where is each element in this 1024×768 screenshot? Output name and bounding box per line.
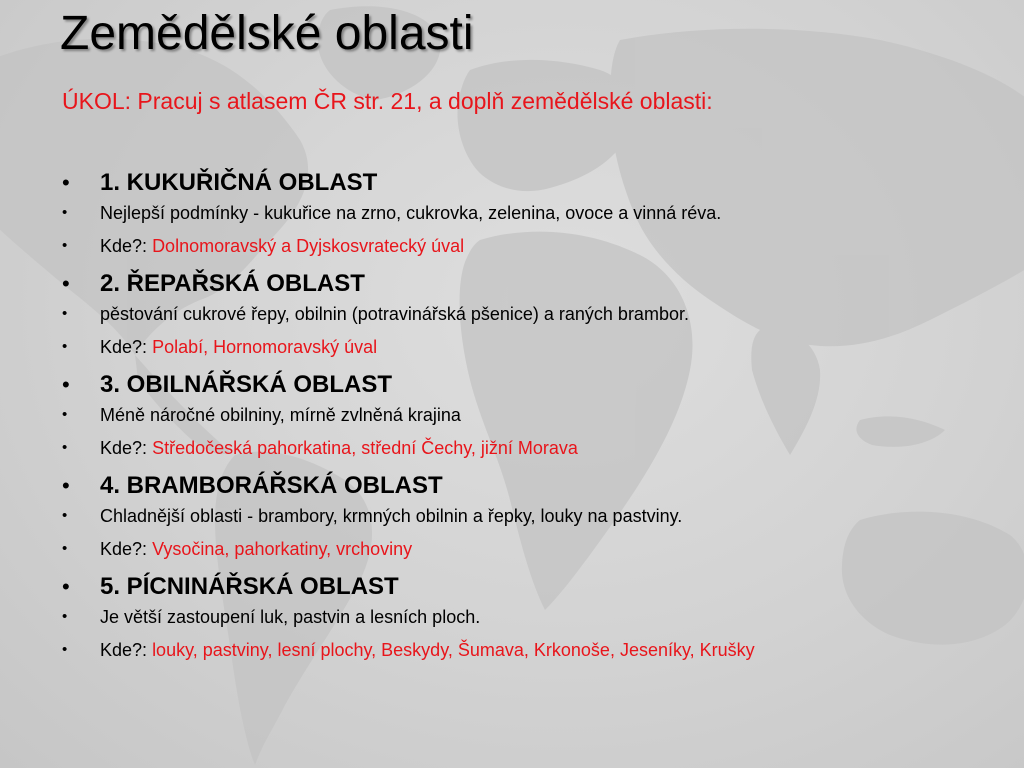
- bullet-marker: •: [62, 540, 68, 557]
- bullet-marker: •: [62, 439, 68, 456]
- bullet-marker: •: [62, 641, 68, 658]
- area-heading-4: [62, 469, 755, 503]
- area-heading-3: [62, 368, 755, 402]
- area-heading-text: 2. ŘEPAŘSKÁ OBLAST: [100, 270, 365, 297]
- bullet-marker: •: [62, 237, 68, 254]
- area-location-answer: Vysočina, pahorkatiny, vrchoviny: [152, 539, 413, 559]
- area-description-5: [62, 605, 755, 629]
- area-location-1: [62, 234, 755, 258]
- area-location-answer: Polabí, Hornomoravský úval: [152, 337, 378, 357]
- bullet-marker: •: [62, 204, 68, 221]
- area-heading-text: 3. OBILNÁŘSKÁ OBLAST: [100, 371, 393, 398]
- area-description-text: Méně náročné obilniny, mírně zvlněná krajina: [100, 405, 461, 425]
- bullet-marker: •: [62, 305, 68, 322]
- slide-title: Zemědělské oblasti: [60, 7, 474, 60]
- area-description-text: Je větší zastoupení luk, pastvin a lesních ploch.: [100, 607, 481, 627]
- where-label: Kde?:: [100, 438, 148, 458]
- area-location-2: [62, 335, 755, 359]
- where-label: Kde?:: [100, 640, 148, 660]
- area-description-text: Chladnější oblasti - brambory, krmných obilnin a řepky, louky na pastviny.: [100, 506, 683, 526]
- bullet-marker: •: [62, 608, 68, 625]
- area-heading-text: 1. KUKUŘIČNÁ OBLAST: [100, 169, 378, 196]
- area-description-4: [62, 504, 755, 528]
- bullet-marker: •: [62, 507, 68, 524]
- area-heading-5: [62, 570, 755, 604]
- area-list: [62, 166, 755, 665]
- area-location-3: [62, 436, 755, 460]
- area-location-5: [62, 638, 755, 662]
- area-heading-text: 5. PÍCNINÁŘSKÁ OBLAST: [100, 573, 399, 600]
- area-description-2: [62, 302, 755, 326]
- bullet-marker: •: [62, 271, 70, 296]
- where-label: Kde?:: [100, 539, 148, 559]
- area-location-answer: louky, pastviny, lesní plochy, Beskydy, Šumava, Krkonoše, Jeseníky, Krušky: [152, 640, 755, 660]
- area-location-answer: Středočeská pahorkatina, střední Čechy, jižní Morava: [152, 438, 578, 458]
- area-description-text: pěstování cukrové řepy, obilnin (potravinářská pšenice) a raných brambor.: [100, 304, 689, 324]
- bullet-marker: •: [62, 406, 68, 423]
- bullet-marker: •: [62, 372, 70, 397]
- task-instruction: ÚKOL: Pracuj s atlasem ČR str. 21, a doplň zemědělské oblasti:: [62, 88, 713, 114]
- area-heading-text: 4. BRAMBORÁŘSKÁ OBLAST: [100, 472, 443, 499]
- bullet-marker: •: [62, 473, 70, 498]
- area-description-3: [62, 403, 755, 427]
- bullet-marker: •: [62, 574, 70, 599]
- where-label: Kde?:: [100, 337, 148, 357]
- area-location-answer: Dolnomoravský a Dyjskosvratecký úval: [152, 236, 465, 256]
- area-heading-2: [62, 267, 755, 301]
- area-description-text: Nejlepší podmínky - kukuřice na zrno, cukrovka, zelenina, ovoce a vinná réva.: [100, 203, 722, 223]
- where-label: Kde?:: [100, 236, 148, 256]
- bullet-marker: •: [62, 338, 68, 355]
- area-location-4: [62, 537, 755, 561]
- area-heading-1: [62, 166, 755, 200]
- area-description-1: [62, 201, 755, 225]
- bullet-marker: •: [62, 170, 70, 195]
